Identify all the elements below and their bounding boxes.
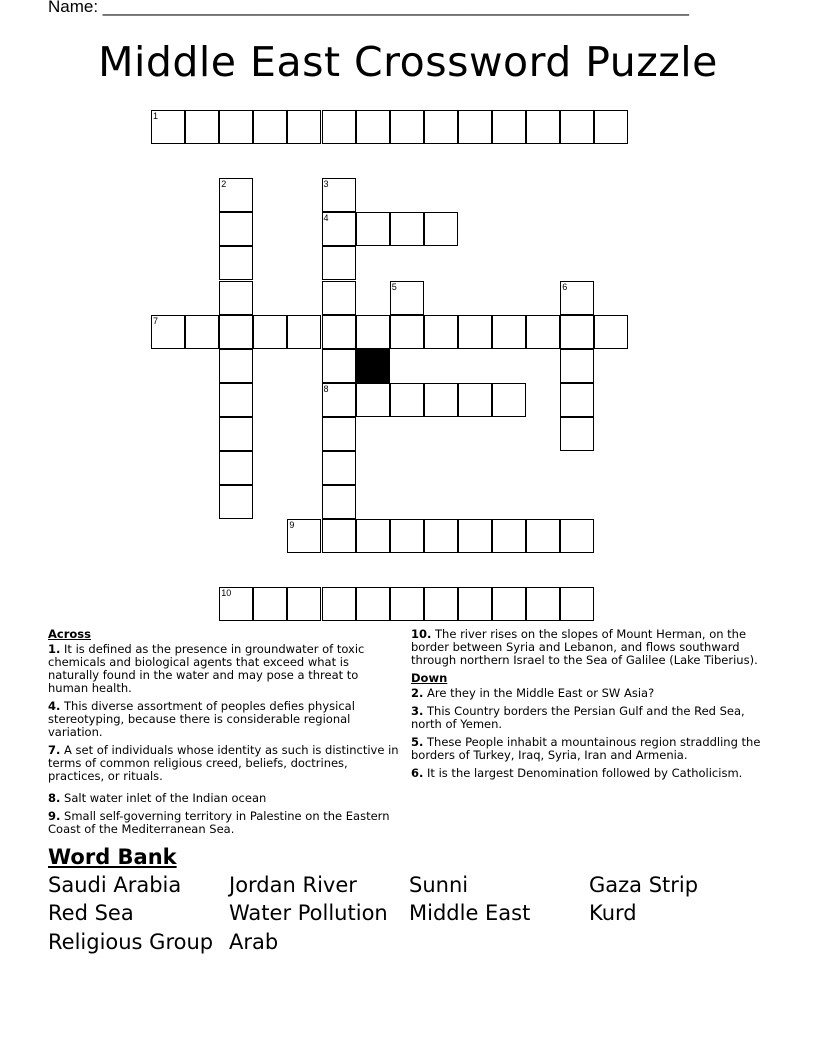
blocked-cell <box>356 349 390 383</box>
crossword-cell[interactable] <box>390 587 424 621</box>
crossword-cell[interactable] <box>526 519 560 553</box>
crossword-cell[interactable] <box>287 519 321 553</box>
cell-number: 10 <box>221 588 232 599</box>
crossword-cell[interactable] <box>390 212 424 246</box>
crossword-cell[interactable] <box>560 110 594 144</box>
clue-text: Small self-governing territory in Palestine on the Eastern Coast of the Mediterranean Sea. <box>48 809 390 836</box>
crossword-cell[interactable] <box>560 383 594 417</box>
crossword-cell[interactable] <box>219 281 253 315</box>
crossword-cell[interactable] <box>287 110 321 144</box>
crossword-cell[interactable] <box>322 178 356 212</box>
crossword-cell[interactable] <box>458 587 492 621</box>
crossword-cell[interactable] <box>390 519 424 553</box>
crossword-cell[interactable] <box>322 246 356 280</box>
crossword-cell[interactable] <box>356 110 390 144</box>
crossword-cell[interactable] <box>458 519 492 553</box>
clue-number: 2. <box>411 686 424 700</box>
clue-number: 4. <box>48 699 61 713</box>
crossword-cell[interactable] <box>322 451 356 485</box>
crossword-cell[interactable] <box>356 383 390 417</box>
clue-text: These People inhabit a mountainous region straddling the borders of Turkey, Iraq, Syria, Iran and Armenia. <box>411 735 761 762</box>
clue-text: It is the largest Denomination followed by Catholicism. <box>427 766 743 780</box>
crossword-cell[interactable] <box>356 519 390 553</box>
clue-number: 8. <box>48 791 61 805</box>
crossword-cell[interactable] <box>594 315 628 349</box>
crossword-cell[interactable] <box>322 383 356 417</box>
crossword-cell[interactable] <box>356 587 390 621</box>
crossword-cell[interactable] <box>458 315 492 349</box>
clue-across-10 <box>411 628 761 667</box>
crossword-cell[interactable] <box>492 315 526 349</box>
clue-across-8 <box>48 792 400 805</box>
word-bank-item: Religious Group <box>48 930 214 954</box>
crossword-cell[interactable] <box>560 349 594 383</box>
word-bank-item: Water Pollution <box>229 901 388 925</box>
crossword-cell[interactable] <box>219 417 253 451</box>
crossword-cell[interactable] <box>526 587 560 621</box>
crossword-cell[interactable] <box>219 212 253 246</box>
crossword-cell[interactable] <box>219 485 253 519</box>
crossword-cell[interactable] <box>492 383 526 417</box>
cell-number: 6 <box>562 281 568 292</box>
crossword-cell[interactable] <box>322 587 356 621</box>
crossword-cell[interactable] <box>219 178 253 212</box>
down-heading: Down <box>411 671 448 685</box>
crossword-cell[interactable] <box>526 315 560 349</box>
crossword-cell[interactable] <box>492 519 526 553</box>
crossword-cell[interactable] <box>219 451 253 485</box>
clue-text: It is defined as the presence in groundwater of toxic chemicals and biological agents that exceed what is naturally found in the water and may pose a threat to human health. <box>48 642 365 695</box>
clue-across-1 <box>48 643 400 695</box>
cell-number: 9 <box>289 520 295 531</box>
crossword-cell[interactable] <box>560 281 594 315</box>
crossword-cell[interactable] <box>253 587 287 621</box>
crossword-cell[interactable] <box>322 315 356 349</box>
crossword-cell[interactable] <box>287 315 321 349</box>
crossword-cell[interactable] <box>253 315 287 349</box>
crossword-cell[interactable] <box>424 519 458 553</box>
cell-number: 8 <box>323 383 329 394</box>
crossword-cell[interactable] <box>560 417 594 451</box>
crossword-cell[interactable] <box>424 212 458 246</box>
clue-text: A set of individuals whose identity as such is distinctive in terms of common religious creed, beliefs, doctrines, practices, or rituals. <box>48 743 399 783</box>
crossword-cell[interactable] <box>219 349 253 383</box>
crossword-cell[interactable] <box>356 315 390 349</box>
crossword-cell[interactable] <box>560 315 594 349</box>
clue-number: 5. <box>411 735 424 749</box>
clue-text: The river rises on the slopes of Mount Herman, on the border between Syria and Lebanon, and flows southward through northern Israel to the Sea of Galilee (Lake Tiberius). <box>411 627 758 667</box>
crossword-cell[interactable] <box>492 587 526 621</box>
crossword-cell[interactable] <box>219 246 253 280</box>
crossword-cell[interactable] <box>458 383 492 417</box>
word-bank-item: Arab <box>229 930 279 954</box>
crossword-cell[interactable] <box>560 587 594 621</box>
word-bank-item: Middle East <box>409 901 531 925</box>
cell-number: 2 <box>221 179 227 190</box>
clue-down-3 <box>411 705 761 731</box>
crossword-cell[interactable] <box>356 212 390 246</box>
clue-text: This Country borders the Persian Gulf and the Red Sea, north of Yemen. <box>411 704 745 731</box>
crossword-cell[interactable] <box>390 110 424 144</box>
crossword-cell[interactable] <box>219 315 253 349</box>
word-bank-item: Gaza Strip <box>589 873 699 897</box>
crossword-cell[interactable] <box>322 110 356 144</box>
crossword-cell[interactable] <box>322 281 356 315</box>
crossword-cell[interactable] <box>594 110 628 144</box>
crossword-cell[interactable] <box>322 212 356 246</box>
crossword-cell[interactable] <box>219 587 253 621</box>
word-bank-item: Saudi Arabia <box>48 873 182 897</box>
crossword-cell[interactable] <box>424 587 458 621</box>
crossword-cell[interactable] <box>390 281 424 315</box>
crossword-cell[interactable] <box>185 315 219 349</box>
clue-down-5 <box>411 736 761 762</box>
word-bank-item: Red Sea <box>48 901 134 925</box>
crossword-cell[interactable] <box>219 383 253 417</box>
crossword-cell[interactable] <box>560 519 594 553</box>
cell-number: 4 <box>323 213 329 224</box>
crossword-cell[interactable] <box>526 110 560 144</box>
clue-across-4 <box>48 700 400 739</box>
clue-text: Are they in the Middle East or SW Asia? <box>427 686 655 700</box>
crossword-cell[interactable] <box>458 110 492 144</box>
clue-text: Salt water inlet of the Indian ocean <box>64 791 267 805</box>
crossword-cell[interactable] <box>219 110 253 144</box>
word-bank-item: Jordan River <box>229 873 357 897</box>
crossword-cell[interactable] <box>390 383 424 417</box>
crossword-cell[interactable] <box>492 110 526 144</box>
crossword-cell[interactable] <box>322 519 356 553</box>
clue-down-6 <box>411 767 761 780</box>
clues-column-left <box>48 628 400 841</box>
clues-column-right <box>411 628 761 785</box>
name-field[interactable]: Name: ______________________________________________________________ <box>48 0 689 16</box>
crossword-cell[interactable] <box>322 349 356 383</box>
clue-text: This diverse assortment of peoples defies physical stereotyping, because there is considerable regional variation. <box>48 699 355 739</box>
clue-across-7 <box>48 744 400 783</box>
word-bank-item: Sunni <box>409 873 469 897</box>
crossword-cell[interactable] <box>424 315 458 349</box>
crossword-cell[interactable] <box>424 383 458 417</box>
clue-number: 3. <box>411 704 424 718</box>
crossword-cell[interactable] <box>151 315 185 349</box>
crossword-cell[interactable] <box>322 485 356 519</box>
page-title: Middle East Crossword Puzzle <box>98 38 718 86</box>
crossword-cell[interactable] <box>287 587 321 621</box>
clue-number: 7. <box>48 743 61 757</box>
crossword-cell[interactable] <box>151 110 185 144</box>
clue-number: 1. <box>48 642 61 656</box>
cell-number: 7 <box>153 315 159 326</box>
crossword-cell[interactable] <box>253 110 287 144</box>
clue-number: 10. <box>411 627 432 641</box>
crossword-cell[interactable] <box>185 110 219 144</box>
clue-down-2 <box>411 687 761 700</box>
crossword-cell[interactable] <box>322 417 356 451</box>
word-bank-item: Kurd <box>589 901 637 925</box>
clue-number: 9. <box>48 809 61 823</box>
crossword-cell[interactable] <box>390 315 424 349</box>
cell-number: 5 <box>391 281 397 292</box>
clue-number: 6. <box>411 766 424 780</box>
cell-number: 3 <box>323 179 329 190</box>
crossword-cell[interactable] <box>424 110 458 144</box>
across-heading: Across <box>48 627 91 641</box>
clue-across-9 <box>48 810 400 836</box>
cell-number: 1 <box>153 111 159 121</box>
word-bank-title: Word Bank <box>48 845 177 869</box>
